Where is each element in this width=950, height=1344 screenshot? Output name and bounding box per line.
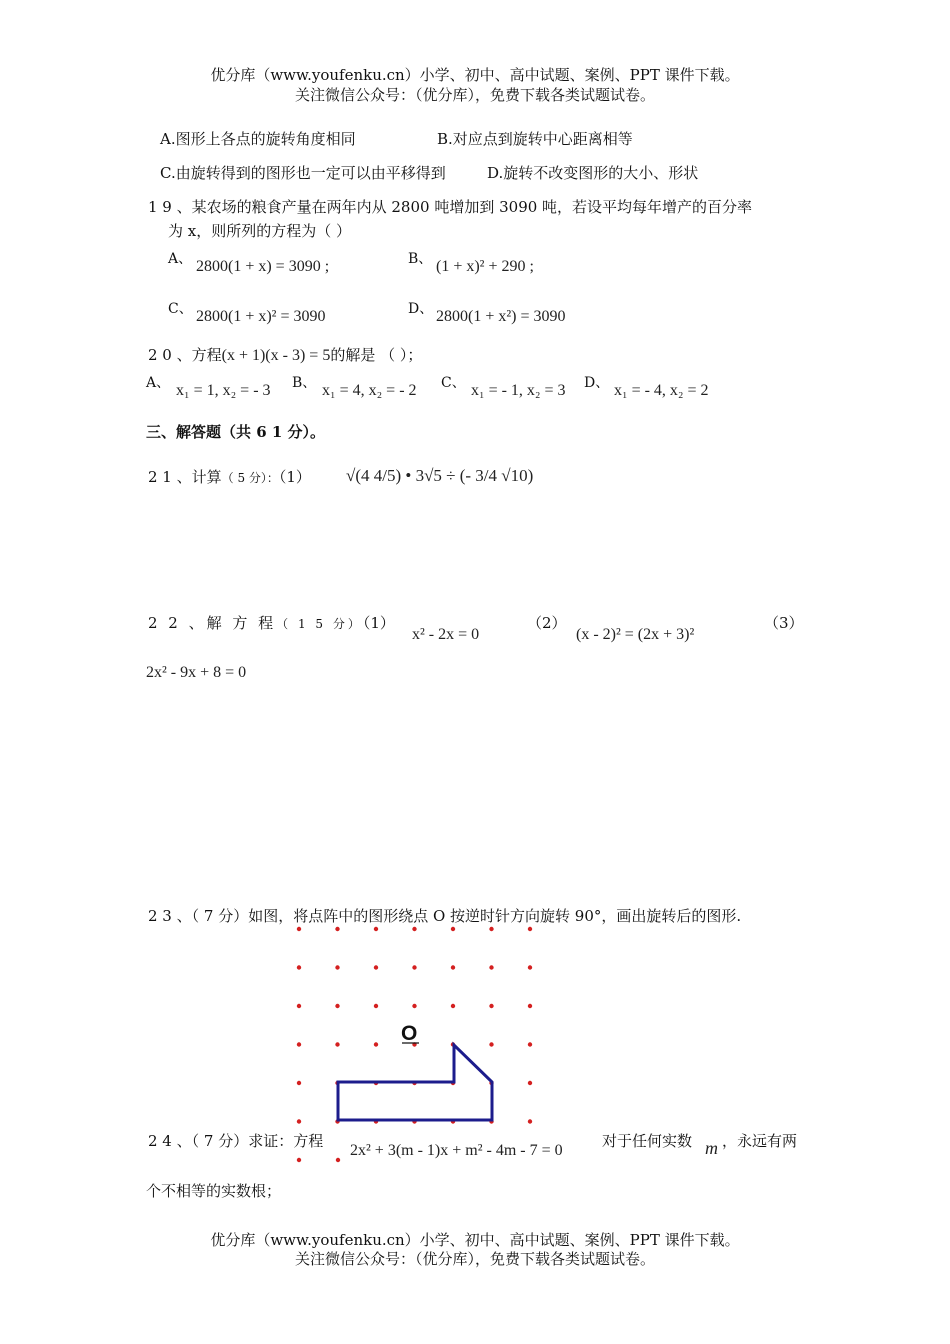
q20-label-a: A、 xyxy=(146,375,171,391)
q19-label-c: C、 xyxy=(168,301,193,317)
lattice-shape xyxy=(338,1045,492,1120)
lattice-dot xyxy=(297,1158,301,1162)
q20-stem-prefix: 2 0 、方程 xyxy=(148,346,222,364)
lattice-dot xyxy=(374,927,378,931)
q24-stem: 2 4 、（ 7 分）求证：方程 xyxy=(148,1132,324,1150)
q24-expr: 2x² + 3(m - 1)x + m² - 4m - 7 = 0 xyxy=(350,1142,563,1159)
q19-stem-line-2: 为 x，则所列的方程为（ ） xyxy=(168,222,351,240)
footer-line-2: 关注微信公众号：（优分库），免费下载各类试题试卷。 xyxy=(294,1250,655,1268)
lattice-dot xyxy=(335,1042,339,1046)
q19-stem-line-1: 1 9 、某农场的粮食产量在两年内从 2800 吨增加到 3090 吨，若设平均每年增产的百分率 xyxy=(148,198,753,216)
q22-score: （ 1 5 分） xyxy=(276,617,363,631)
header-line-1: 优分库（www.youfenku.cn）小学、初中、高中试题、案例、PPT 课件下载。 xyxy=(210,66,740,84)
lattice-dot xyxy=(528,1081,532,1085)
q22-expr-3: 2x² - 9x + 8 = 0 xyxy=(146,664,247,681)
lattice-dot xyxy=(489,927,493,931)
lattice-dot xyxy=(412,965,416,969)
q21-score: （ 5 分）： xyxy=(221,471,279,485)
q19-expr-b: (1 + x)² + 290 ; xyxy=(436,258,534,275)
lattice-dot xyxy=(412,1004,416,1008)
q19-label-b: B、 xyxy=(408,251,433,267)
lattice-dot xyxy=(374,1042,378,1046)
q20-label-d: D、 xyxy=(584,375,610,391)
q20-stem-suffix: 的解是 （ ）； xyxy=(330,346,423,364)
q18-option-d: D.旋转不改变图形的大小、形状 xyxy=(487,164,699,182)
q24-end: ，永远有两 xyxy=(722,1132,798,1150)
footer-line-1: 优分库（www.youfenku.cn）小学、初中、高中试题、案例、PPT 课件下载。 xyxy=(210,1231,740,1249)
lattice-dot xyxy=(335,1004,339,1008)
q21-stem-text: 2 1 、计算 xyxy=(148,468,222,486)
lattice-dot xyxy=(528,965,532,969)
q19-expr-a: 2800(1 + x) = 3090 ; xyxy=(196,258,330,275)
q22-part-2: （2） xyxy=(527,614,567,632)
lattice-dot xyxy=(528,1042,532,1046)
q20-expr-b: x₁ = 4, x₂ = - 2 xyxy=(322,382,417,399)
q24-line-2: 个不相等的实数根； xyxy=(146,1182,282,1200)
q20-expr-d: x₁ = - 4, x₂ = 2 xyxy=(614,382,709,399)
lattice-dot xyxy=(297,1081,301,1085)
q18-option-c: C.由旋转得到的图形也一定可以由平移得到 xyxy=(160,164,446,182)
lattice-dot xyxy=(489,965,493,969)
lattice-dot xyxy=(412,927,416,931)
lattice-dot xyxy=(336,1158,340,1162)
q21-part-1: （1） xyxy=(278,468,311,486)
q18-option-a: A.图形上各点的旋转角度相同 xyxy=(160,130,356,148)
lattice-dot xyxy=(451,927,455,931)
q20-expr-a: x₁ = 1, x₂ = - 3 xyxy=(176,382,271,399)
lattice-dot xyxy=(374,965,378,969)
q19-expr-c: 2800(1 + x)² = 3090 xyxy=(196,308,326,325)
q22-stem-text: 2 2 、解 方 程 xyxy=(148,614,277,632)
q23-stem: 2 3 、（ 7 分）如图，将点阵中的图形绕点 O 按逆时针方向旋转 90°，画出旋转后的图形. xyxy=(148,907,742,925)
q22-expr-2: (x - 2)² = (2x + 3)² xyxy=(576,626,695,643)
q20-label-c: C、 xyxy=(441,375,466,391)
lattice-dot xyxy=(297,1119,301,1123)
q24-mid: 对于任何实数 xyxy=(602,1132,693,1150)
lattice-dot xyxy=(297,927,301,931)
lattice-dot xyxy=(335,927,339,931)
lattice-dot xyxy=(528,1119,532,1123)
q19-label-a: A、 xyxy=(168,251,193,267)
lattice-dot xyxy=(297,1042,301,1046)
lattice-dot xyxy=(297,965,301,969)
section-3-title: 三、解答题（共 6 1 分）。 xyxy=(146,423,326,441)
q22-part-1: （1） xyxy=(362,614,395,632)
lattice-dot xyxy=(374,1004,378,1008)
q21-expression: √(4 4/5) • 3√5 ÷ (- 3/4 √10) xyxy=(346,466,534,485)
lattice-dot xyxy=(528,927,532,931)
lattice-dot xyxy=(335,965,339,969)
point-o-label: O xyxy=(401,1022,418,1045)
header-line-2: 关注微信公众号：（优分库），免费下载各类试题试卷。 xyxy=(294,86,655,104)
q20-label-b: B、 xyxy=(292,375,317,391)
q22-part-3: （3） xyxy=(764,614,804,632)
lattice-dot xyxy=(297,1004,301,1008)
q24-var-m: m xyxy=(705,1138,718,1158)
q20-stem-expr: (x + 1)(x - 3) = 5 xyxy=(221,347,331,364)
lattice-dot xyxy=(451,1004,455,1008)
lattice-dot xyxy=(489,1004,493,1008)
lattice-dot xyxy=(451,965,455,969)
q19-label-d: D、 xyxy=(408,301,434,317)
lattice-dot xyxy=(528,1004,532,1008)
lattice-dot xyxy=(489,1042,493,1046)
q20-expr-c: x₁ = - 1, x₂ = 3 xyxy=(471,382,566,399)
q19-expr-d: 2800(1 + x²) = 3090 xyxy=(436,308,566,325)
q22-expr-1: x² - 2x = 0 xyxy=(412,626,480,643)
q18-option-b: B.对应点到旋转中心距离相等 xyxy=(437,130,633,148)
